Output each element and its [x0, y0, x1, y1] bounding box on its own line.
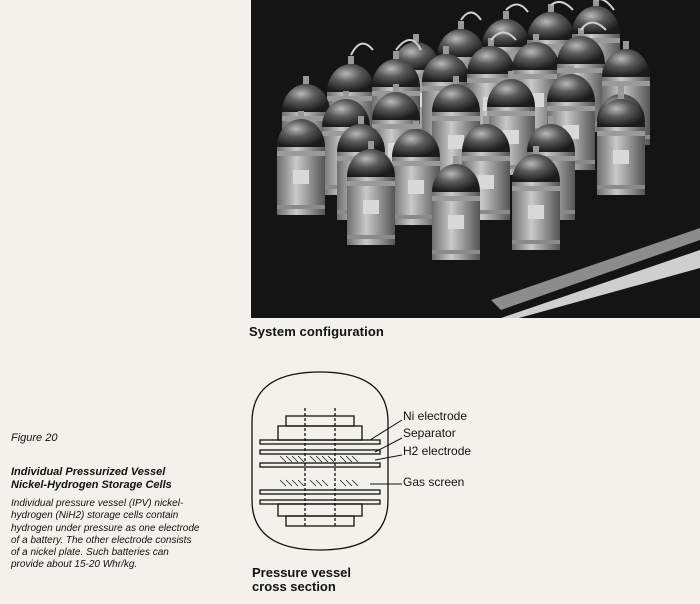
- figure-body-line: hydrogen (NiH2) storage cells contain: [11, 510, 179, 522]
- figure-body-line: of a battery. The other electrode consists: [11, 534, 192, 546]
- gas-screen-label: Gas screen: [403, 475, 465, 489]
- pressure-vessel-caption-line: Pressure vessel: [252, 565, 352, 580]
- battery-cells-photo-icon: [251, 0, 700, 318]
- battery-system-photo: [251, 0, 700, 318]
- figure-title: [11, 466, 211, 492]
- figure-number: Figure 20: [11, 432, 58, 444]
- figure-body-line: provide about 15-20 Whr/kg.: [11, 559, 138, 571]
- pressure-vessel-cross-section-icon: [230, 360, 410, 560]
- figure-title-line: Individual Pressurized Vessel: [11, 466, 166, 478]
- figure-title-line: Nickel-Hydrogen Storage Cells: [11, 479, 172, 491]
- h2-electrode-label: H2 electrode: [403, 444, 472, 458]
- ni-electrode-label: Ni electrode: [403, 409, 468, 423]
- pressure-vessel-diagram: [230, 360, 410, 565]
- figure-body-line: hydrogen under pressure as one electrode: [11, 522, 200, 534]
- photo-caption: System configuration: [249, 324, 384, 339]
- figure-body-line: of a nickel plate. Such batteries can: [11, 547, 169, 559]
- figure-body-line: Individual pressure vessel (IPV) nickel-: [11, 498, 184, 509]
- figure-description: [11, 498, 236, 572]
- separator-label: Separator: [403, 426, 456, 440]
- pressure-vessel-caption-line: cross section: [252, 579, 336, 594]
- pressure-vessel-caption: [252, 566, 351, 594]
